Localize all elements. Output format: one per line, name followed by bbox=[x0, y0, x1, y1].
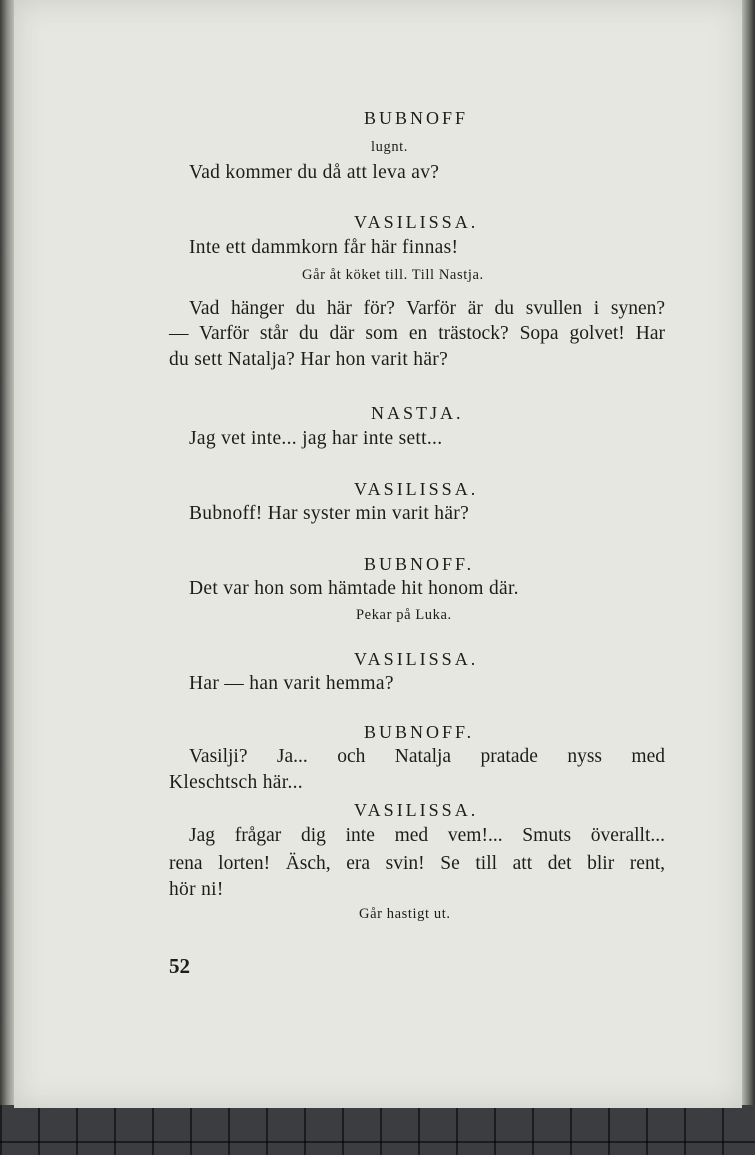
stage-direction: Går hastigt ut. bbox=[359, 906, 451, 922]
speaker-name: BUBNOFF bbox=[364, 108, 469, 128]
dialogue-line: Det var hon som hämtade hit honom där. bbox=[189, 578, 519, 599]
cutting-mat bbox=[0, 1105, 755, 1155]
dialogue-line: du sett Natalja? Har hon varit här? bbox=[169, 349, 449, 370]
dialogue-line: Bubnoff! Har syster min varit här? bbox=[189, 503, 470, 524]
dialogue-line: Vasilji? Ja... och Natalja pratade nyss med bbox=[189, 746, 665, 767]
stage-direction: Pekar på Luka. bbox=[356, 607, 452, 623]
dialogue-line: Jag vet inte... jag har inte sett... bbox=[189, 428, 443, 449]
stage-direction: lugnt. bbox=[371, 139, 409, 155]
speaker-name: NASTJA. bbox=[371, 403, 464, 423]
dialogue-line: Har — han varit hemma? bbox=[189, 673, 394, 694]
dialogue-line: — Varför står du där som en trästock? Sopa golvet! Har bbox=[169, 323, 665, 344]
page-number: 52 bbox=[169, 954, 190, 978]
dialogue-line: Vad hänger du här för? Varför är du svullen i synen? bbox=[189, 298, 665, 319]
speaker-name: VASILISSA. bbox=[354, 649, 479, 669]
dialogue-line: Jag frågar dig inte med vem!... Smuts överallt... bbox=[189, 825, 665, 846]
dialogue-line: rena lorten! Äsch, era svin! Se till att det blir rent, bbox=[169, 853, 665, 874]
dialogue-line: Kleschtsch här... bbox=[169, 772, 303, 793]
stage-direction: Går åt köket till. Till Nastja. bbox=[302, 267, 484, 283]
dialogue-line: Inte ett dammkorn får här finnas! bbox=[189, 237, 459, 258]
book-page bbox=[14, 0, 742, 1108]
speaker-name: VASILISSA. bbox=[354, 479, 479, 499]
dialogue-line: Vad kommer du då att leva av? bbox=[189, 162, 440, 183]
page-edge bbox=[741, 0, 755, 1110]
speaker-name: BUBNOFF. bbox=[364, 554, 475, 574]
speaker-name: VASILISSA. bbox=[354, 800, 479, 820]
dialogue-line: hör ni! bbox=[169, 879, 224, 900]
speaker-name: VASILISSA. bbox=[354, 212, 479, 232]
speaker-name: BUBNOFF. bbox=[364, 722, 475, 742]
